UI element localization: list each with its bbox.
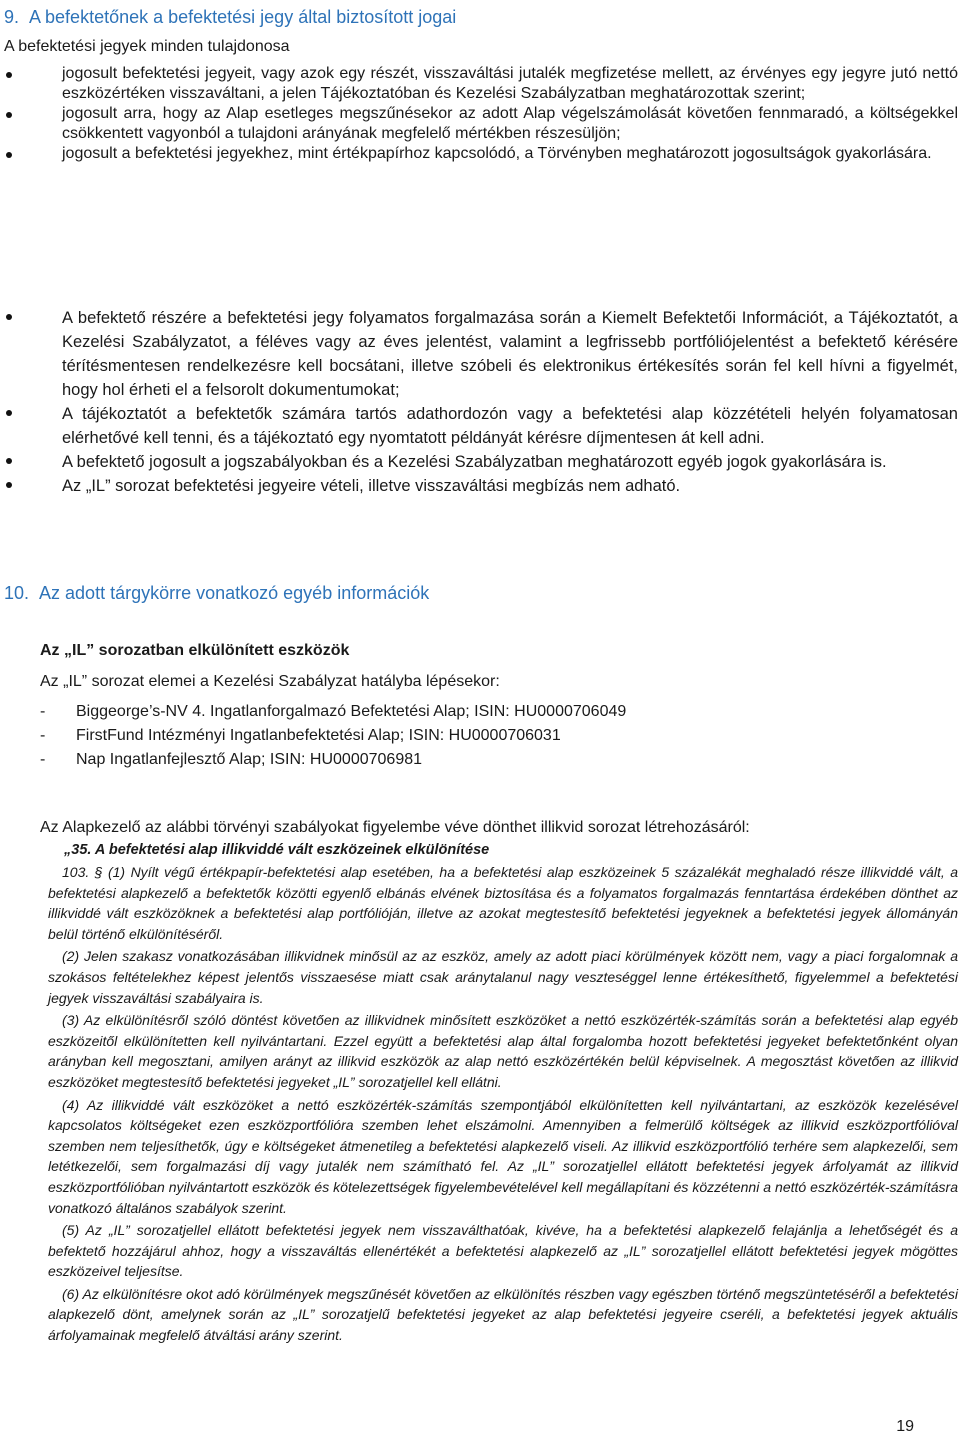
bullet-icon bbox=[6, 458, 12, 464]
section-9-title: A befektetőnek a befektetési jegy által biztosított jogai bbox=[29, 7, 457, 27]
bullet-icon bbox=[6, 72, 12, 78]
bullet-icon bbox=[6, 314, 12, 320]
points-item-text: A tájékoztatót a befektetők számára tartós adathordozón vagy a befektetési alap közzétételi helyén folyamatosan elérhetővé kell tenni, és a tájékoztató egy nyomtatott példányát kérésre díjmentesen át kell adni. bbox=[62, 405, 958, 447]
section-9-number: 9. bbox=[4, 7, 20, 27]
fund-item-text: Nap Ingatlanfejlesztő Alap; ISIN: HU0000706981 bbox=[76, 751, 423, 768]
law-text bbox=[48, 862, 958, 1348]
law-paragraph: 103. § (1) Nyílt végű értékpapír-befektetési alap esetében, ha a befektetési alap eszközeinek 5 százalékát meghaladó része illikviddé vált, a befektetési alapkezelő a befektetők közötti egyenlő elbánás elvének biztosítása és a folyamatos forgalmazás fenntartása érdekében dönthet az illikviddé vált eszközöknek a befektetési alap portfólióján, illetve az azokat megtestesítő befektetési jegyeknek a befektetési jegyek állományán belül történő elkülönítéséről. bbox=[48, 864, 958, 942]
points-list bbox=[0, 306, 958, 498]
bullet-icon bbox=[6, 112, 12, 118]
il-subheading: Az „IL” sorozatban elkülönített eszközök bbox=[40, 642, 350, 659]
rights-item-text: jogosult arra, hogy az Alap esetleges megszűnésekor az adott Alap végelszámolását követően fennmaradó, a költségekkel csökkentett vagyonból a tulajdoni arányának megfelelő mértékben részesüljön; bbox=[62, 105, 958, 142]
fund-item-text: FirstFund Intézményi Ingatlanbefektetési Alap; ISIN: HU0000706031 bbox=[76, 727, 561, 744]
fund-item bbox=[40, 700, 626, 724]
rights-item bbox=[0, 104, 958, 144]
points-item-text: A befektető jogosult a jogszabályokban és a Kezelési Szabályzatban meghatározott egyéb jogok gyakorlására is. bbox=[62, 453, 887, 471]
law-paragraph: (2) Jelen szakasz vonatkozásában illikvidnek minősül az az eszköz, amely az adott piaci körülmények között nem, vagy a piaci forgalomnak a szokásos feltételekhez képest jelentős visszaesése miatt csak aránytalanul nagy veszteséggel lenne értékesíthető, figyelemmel a befektetési jegyek visszaváltási szabályaira is. bbox=[48, 948, 958, 1006]
law-paragraph: (5) Az „IL” sorozatjellel ellátott befektetési jegyek nem visszaválthatóak, kivéve, ha a befektetési alapkezelő felajánlja a lehetőségét és a befektető hozzájárul ahhoz, hogy a visszaváltás ellenértékét a befektetési alapkezelő az „IL” sorozatjellel ellátott befektetési jegyek mögöttes eszközeivel teljesítse. bbox=[48, 1222, 958, 1280]
fund-item bbox=[40, 748, 626, 772]
fund-item bbox=[40, 724, 626, 748]
points-item-text: A befektető részére a befektetési jegy folyamatos forgalmazása során a Kiemelt Befektetői Információt, a Tájékoztatót, a Kezelési Szabályzatot, a féléves vagy az éves jelentést, valamint a legfrissebb portfóliójelentést a befektető kérésére térítésmentesen rendelkezésre kell bocsátani, illetve szóbeli és elektronikus értékesítés során fel kell hívni a figyelmét, hogy hol érheti el a felsorolt dokumentumokat; bbox=[62, 309, 958, 399]
rights-item-text: jogosult a befektetési jegyekhez, mint értékpapírhoz kapcsolódó, a Törvényben meghatározott jogosultságok gyakorlására. bbox=[62, 145, 932, 162]
law-intro: Az Alapkezelő az alábbi törvényi szabályokat figyelembe véve dönthet illikvid sorozat létrehozásáról: bbox=[40, 819, 750, 836]
funds-list bbox=[40, 700, 626, 772]
bullet-icon bbox=[6, 482, 12, 488]
rights-item bbox=[0, 144, 958, 164]
section-10-title: Az adott tárgykörre vonatkozó egyéb információk bbox=[39, 583, 430, 603]
law-paragraph: (4) Az illikviddé vált eszközöket a nettó eszközérték-számítás szempontjából elkülönítetten kell nyilvántartani, az eszközök kezelésével kapcsolatos költségeket ezen eszközportfólióra szemben lehet elszámolni. Amennyiben a felmerülő költségek az illikvid eszközportfólióval szemben nem teljesíthetők, úgy e költségeket átmenetileg a befektetési alapkezelő viseli. Az illikvid eszközportfólió terhére sem alapkezelői, sem letétkezelői, sem forgalmazási díj vagy jutalék nem számítható fel. Az „IL” sorozatjellel ellátott befektetési jegyek árfolyamát az illikvid eszközportfólióban nyilvántartott eszközök és kötelezettségek figyelembevételével kell megállapítani és közzétenni a nettó eszközérték-számításra vonatkozó általános szabályok szerint. bbox=[48, 1096, 958, 1216]
il-intro: Az „IL” sorozat elemei a Kezelési Szabályzat hatályba lépésekor: bbox=[40, 673, 500, 690]
bullet-icon bbox=[6, 410, 12, 416]
dash-marker: - bbox=[40, 703, 46, 720]
section-10-number: 10. bbox=[4, 583, 30, 603]
points-item bbox=[0, 474, 958, 498]
dash-marker: - bbox=[40, 727, 46, 744]
points-item-text: Az „IL” sorozat befektetési jegyeire vételi, illetve visszaváltási megbízás nem adható. bbox=[62, 477, 681, 495]
rights-list bbox=[0, 64, 958, 164]
section-10-heading bbox=[4, 582, 429, 604]
rights-item-text: jogosult befektetési jegyeit, vagy azok egy részét, visszaváltási jutalék megfizetése mellett, az érvényes egy jegyre jutó nettó eszközértéken visszaváltani, a jelen Tájékoztatóban és Kezelési Szabályzatban meghatározottak szerint; bbox=[62, 65, 958, 102]
page-number: 19 bbox=[896, 1418, 914, 1435]
law-title: „35. A befektetési alap illikviddé vált eszközeinek elkülönítése bbox=[64, 842, 490, 858]
dash-marker: - bbox=[40, 751, 46, 768]
bullet-icon bbox=[6, 152, 12, 158]
points-item bbox=[0, 306, 958, 402]
points-item bbox=[0, 402, 958, 450]
rights-item bbox=[0, 64, 958, 104]
law-paragraph: (3) Az elkülönítésről szóló döntést követően az illikvidnek minősített eszközöket a nettó eszközérték-számítás során a befektetési alap egyéb eszközeitől elkülönítetten kell nyilvántartani. Ezzel együtt a befektetési alap által forgalomba hozott befektetési jegyeket befektetőnként olyan arányban kell megosztani, amilyen arányt az illikvid eszközök az alap nettó eszközértékén belül képviselnek. A megosztást követően az illikvid eszközöket megtestesítő befektetési jegyeket „IL” sorozatjellel kell ellátni. bbox=[48, 1012, 958, 1090]
section-9-intro: A befektetési jegyek minden tulajdonosa bbox=[4, 38, 290, 55]
points-item bbox=[0, 450, 958, 474]
law-paragraph: (6) Az elkülönítésre okot adó körülmények megszűnését követően az elkülönítés részben vagy egészben történő megszüntetéséről a befektetési alapkezelő dönt, amelynek során az „IL” sorozatjelű befektetési jegyeket az alap befektetési jegyeire cseréli, a befektetési jegyek aktuális árfolyamainak megfelelő átváltási arány szerint. bbox=[48, 1285, 958, 1344]
section-9-heading bbox=[4, 6, 456, 28]
fund-item-text: Biggeorge’s-NV 4. Ingatlanforgalmazó Befektetési Alap; ISIN: HU0000706049 bbox=[76, 703, 627, 720]
